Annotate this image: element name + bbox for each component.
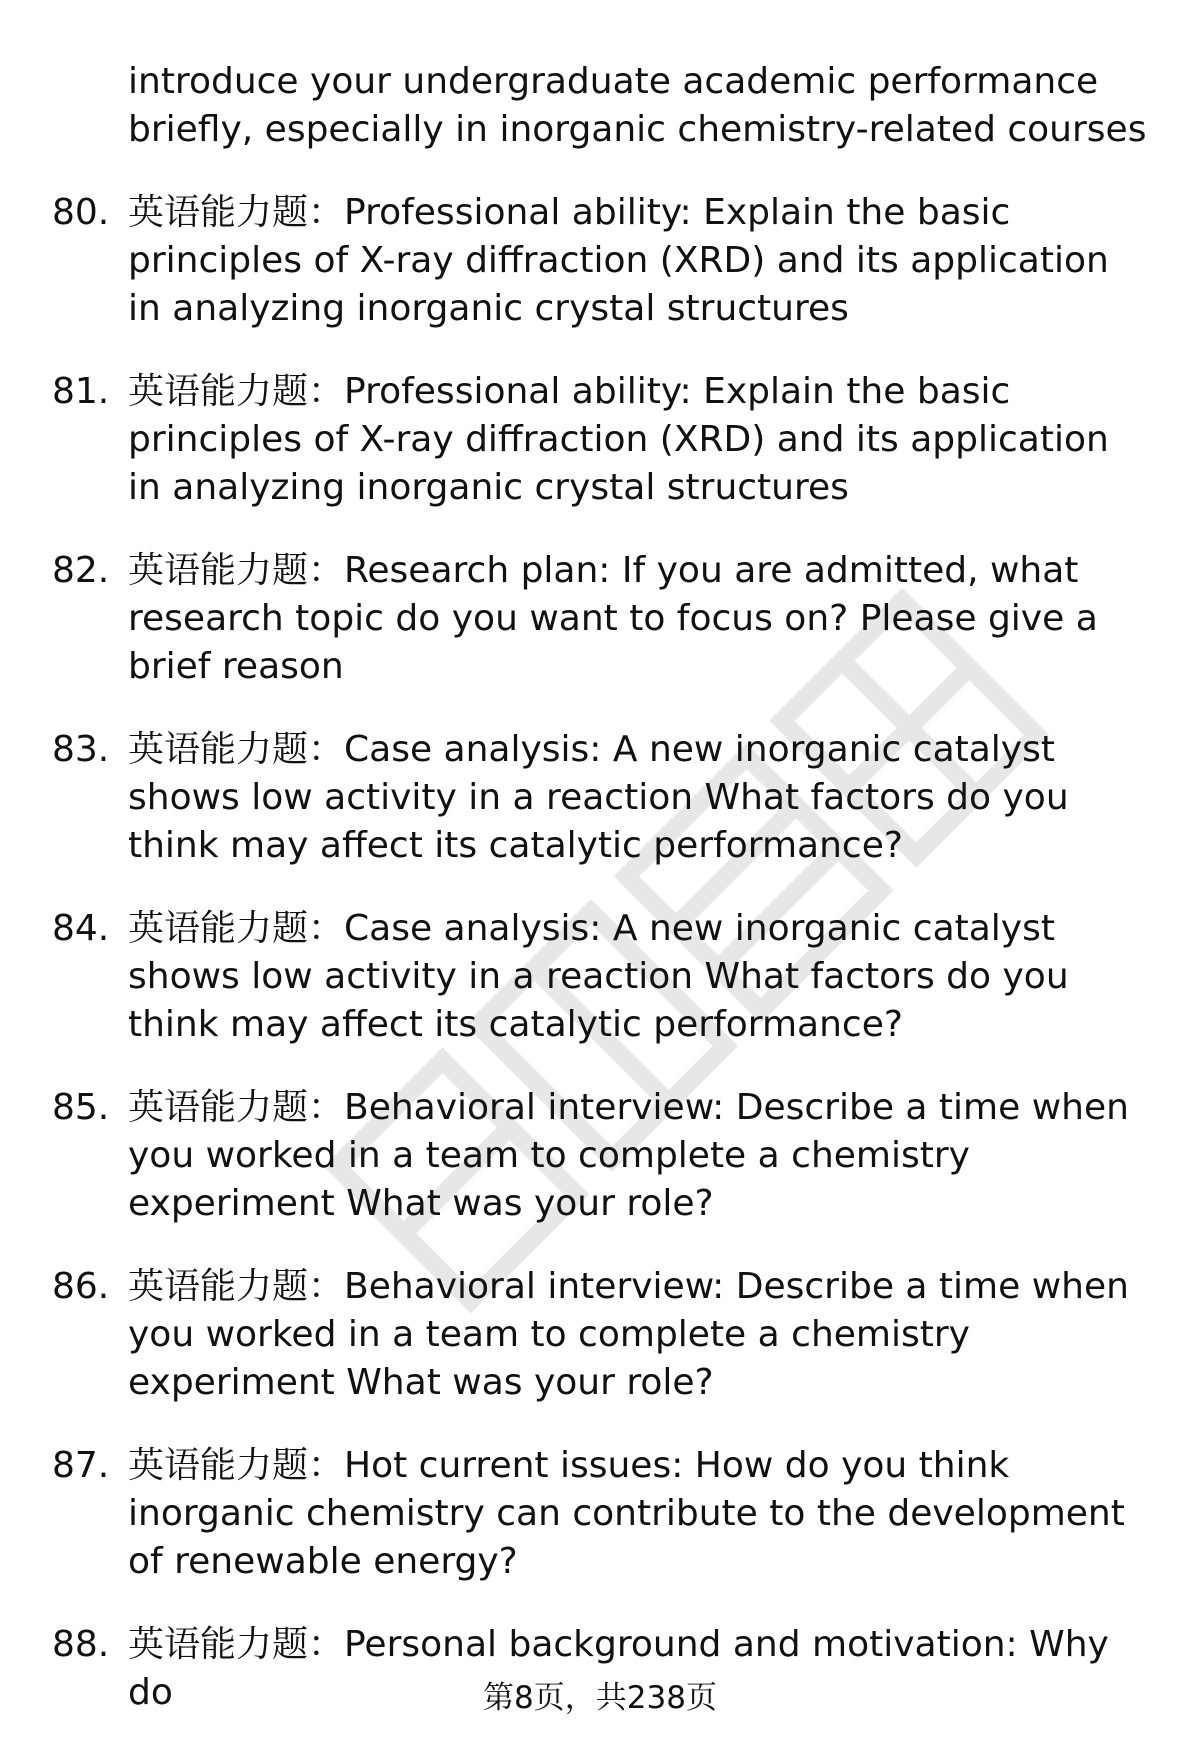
question-text: 英语能力题：Research plan: If you are admitted, what research topic do you want to focus on? Please give a brief reason — [128, 550, 1098, 687]
question-number: 80. — [52, 192, 110, 233]
question-number: 87. — [52, 1445, 110, 1486]
question-number: 85. — [52, 1087, 110, 1128]
question-text: 英语能力题：Case analysis: A new inorganic catalyst shows low activity in a reaction What factors do you think may affect its catalytic performance? — [128, 908, 1069, 1045]
question-item — [0, 368, 1200, 512]
question-number: 88. — [52, 1624, 110, 1665]
question-number: 82. — [52, 550, 110, 591]
question-item — [0, 905, 1200, 1049]
question-list — [0, 58, 1200, 1717]
carry-over-text: introduce your undergraduate academic performance briefly, especially in inorganic chemistry-related courses — [128, 61, 1147, 150]
question-text: 英语能力题：Behavioral interview: Describe a time when you worked in a team to complete a chemistry experiment What was your role? — [128, 1087, 1129, 1224]
question-item — [0, 547, 1200, 691]
question-item — [0, 1263, 1200, 1407]
question-text: 英语能力题：Hot current issues: How do you think inorganic chemistry can contribute to the development of renewable energy? — [128, 1445, 1125, 1582]
question-item — [0, 1084, 1200, 1228]
question-item — [0, 726, 1200, 870]
question-item — [0, 1442, 1200, 1586]
question-number: 84. — [52, 908, 110, 949]
question-text: 英语能力题：Professional ability: Explain the basic principles of X-ray diffraction (XRD) and its application in analyzing inorganic crystal structures — [128, 192, 1109, 329]
question-item — [0, 189, 1200, 333]
question-number: 81. — [52, 371, 110, 412]
question-number: 83. — [52, 729, 110, 770]
question-text: 英语能力题：Behavioral interview: Describe a time when you worked in a team to complete a chemistry experiment What was your role? — [128, 1266, 1129, 1403]
question-text: 英语能力题：Professional ability: Explain the basic principles of X-ray diffraction (XRD) and its application in analyzing inorganic crystal structures — [128, 371, 1109, 508]
question-text: 英语能力题：Personal background and motivation: Why do — [128, 1624, 1109, 1713]
page-footer: 第8页，共238页 — [483, 1680, 717, 1716]
question-text: 英语能力题：Case analysis: A new inorganic catalyst shows low activity in a reaction What factors do you think may affect its catalytic performance? — [128, 729, 1069, 866]
question-number: 86. — [52, 1266, 110, 1307]
